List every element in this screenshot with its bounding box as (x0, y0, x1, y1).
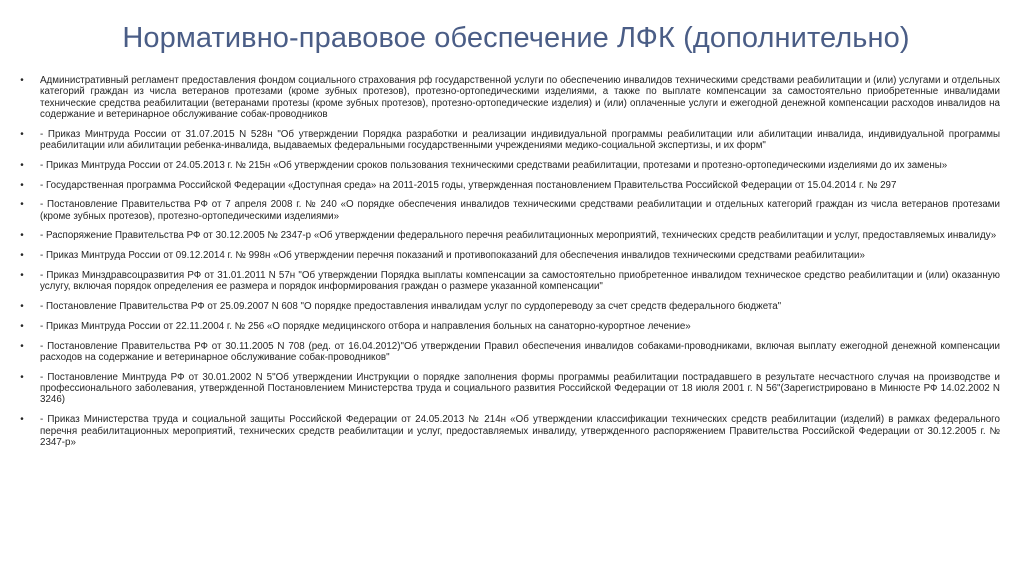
list-item (20, 301, 1000, 313)
list-item (20, 340, 1000, 364)
list-item-text: - Государственная программа Российской Федерации «Доступная среда» на 2011-2015 годы, утвержденная постановлением Правительства Российской Федерации от 15.04.2014 г. № 297 (40, 179, 897, 191)
page-title: Нормативно-правовое обеспечение ЛФК (дополнительно) (122, 22, 910, 54)
bullet-icon: • (20, 199, 24, 211)
list-item-text: - Приказ Минтруда России от 22.11.2004 г. № 256 «О порядке медицинского отбора и направления больных на санаторно-курортное лечение» (40, 320, 691, 332)
bullet-icon: • (20, 179, 24, 191)
list-item (20, 179, 1000, 191)
list-item-text: - Распоряжение Правительства РФ от 30.12.2005 № 2347-р «Об утверждении федерального перечня реабилитационных мероприятий, технических средств реабилитации и услуг, предоставляемых инвалиду» (40, 230, 997, 242)
bullet-icon: • (20, 159, 24, 171)
list-item (20, 320, 1000, 332)
list-item (20, 250, 1000, 262)
list-item (20, 75, 1000, 120)
list-item-text: - Постановление Правительства РФ от 7 апреля 2008 г. № 240 «О порядке обеспечения инвалидов техническими средствами реабилитации и отдельных категорий граждан из числа ветеранов протезами (кроме зубных протезов), протезно-ортопедическими изделиями» (40, 199, 1000, 222)
bullet-icon: • (20, 230, 24, 242)
bullet-icon: • (20, 270, 24, 282)
list-item (20, 414, 1000, 448)
list-item-text: Административный регламент предоставления фондом социального страхования рф государственной услуги по обеспечению инвалидов техническими средствами реабилитации и (или) услугами и отдельных категорий граждан из числа ветеранов протезами (кроме зубных протезов), протезно-ортопедическими изделиями, а также по выплате компенсации за самостоятельно приобретенные инвалидами технические средства реабилитации (ветеранами протезы (кроме зубных протезов), протезно-ортопедические изделия) и (или) оплаченные услуги и ежегодной денежной компенсации расходов инвалидов на содержание и ветеринарное обслуживание собак-проводников (40, 75, 1000, 120)
bullet-icon: • (20, 75, 24, 86)
bullet-icon: • (20, 320, 24, 332)
bullet-icon: • (20, 128, 24, 140)
list-item-text: - Постановление Правительства РФ от 25.09.2007 N 608 "О порядке предоставления инвалидам услуг по сурдопереводу за счет средств федерального бюджета" (40, 301, 782, 313)
list-item (20, 371, 1000, 406)
list-item-text: - Постановление Минтруда РФ от 30.01.2002 N 5"Об утверждении Инструкции о порядке заполнения формы программы реабилитации пострадавшего в результате несчастного случая на производстве и профессионального заболевания, утвержденной Постановлением Министерства труда и социального развития Российской Федерации от 18 июля 2001 г. N 56"(Зарегистрировано в Минюсте РФ 14.02.2002 N 3246) (40, 371, 1000, 406)
bullet-icon: • (20, 340, 24, 352)
list-item (20, 270, 1000, 293)
bullet-icon: • (20, 301, 24, 313)
list-item-text: - Приказ Минтруда России от 09.12.2014 г. № 998н «Об утверждении перечня показаний и противопоказаний для обеспечения инвалидов техническими средствами реабилитации» (40, 250, 865, 262)
list-item (20, 199, 1000, 222)
list-item-text: - Приказ Минтруда России от 24.05.2013 г. № 215н «Об утверждении сроков пользования техническими средствами реабилитации, протезами и протезно-ортопедическими изделиями до их замены» (40, 159, 948, 171)
bullet-icon: • (20, 371, 24, 383)
bullet-icon: • (20, 414, 24, 426)
document-list (20, 75, 1000, 457)
list-item-text: - Приказ Минтруда России от 31.07.2015 N 528н "Об утверждении Порядка разработки и реализации индивидуальной программы реабилитации или абилитации инвалида, индивидуальной программы реабилитации или абилитации ребенка-инвалида, выдаваемых федеральными государственными учреждениями медико-социальной экспертизы, и их форм" (40, 128, 1000, 151)
bullet-icon: • (20, 250, 24, 262)
list-item-text: - Постановление Правительства РФ от 30.11.2005 N 708 (ред. от 16.04.2012)"Об утверждении Правил обеспечения инвалидов собаками-проводниками, включая выплату ежегодной денежной компенсации расходов на содержание и ветеринарное обслуживание собак-проводников" (40, 340, 1000, 364)
list-item (20, 230, 1000, 242)
list-item (20, 128, 1000, 152)
list-item (20, 159, 1000, 171)
list-item-text: - Приказ Министерства труда и социальной защиты Российской Федерации от 24.05.2013 № 214н «Об утверждении классификации технических средств реабилитации (изделий) в рамках федерального перечня реабилитационных мероприятий, технических средств реабилитации и услуг, предоставляемых инвалиду, утвержденного распоряжением Правительства Российской Федерации от 30.12.2005 г. № 2347-р» (40, 414, 1000, 448)
list-item-text: - Приказ Минздравсоцразвития РФ от 31.01.2011 N 57н "Об утверждении Порядка выплаты компенсации за самостоятельно приобретенное инвалидом техническое средство реабилитации и (или) оказанную услугу, включая порядок определения ее размера и порядок информирования граждан о размере указанной компенсации" (40, 270, 1000, 293)
